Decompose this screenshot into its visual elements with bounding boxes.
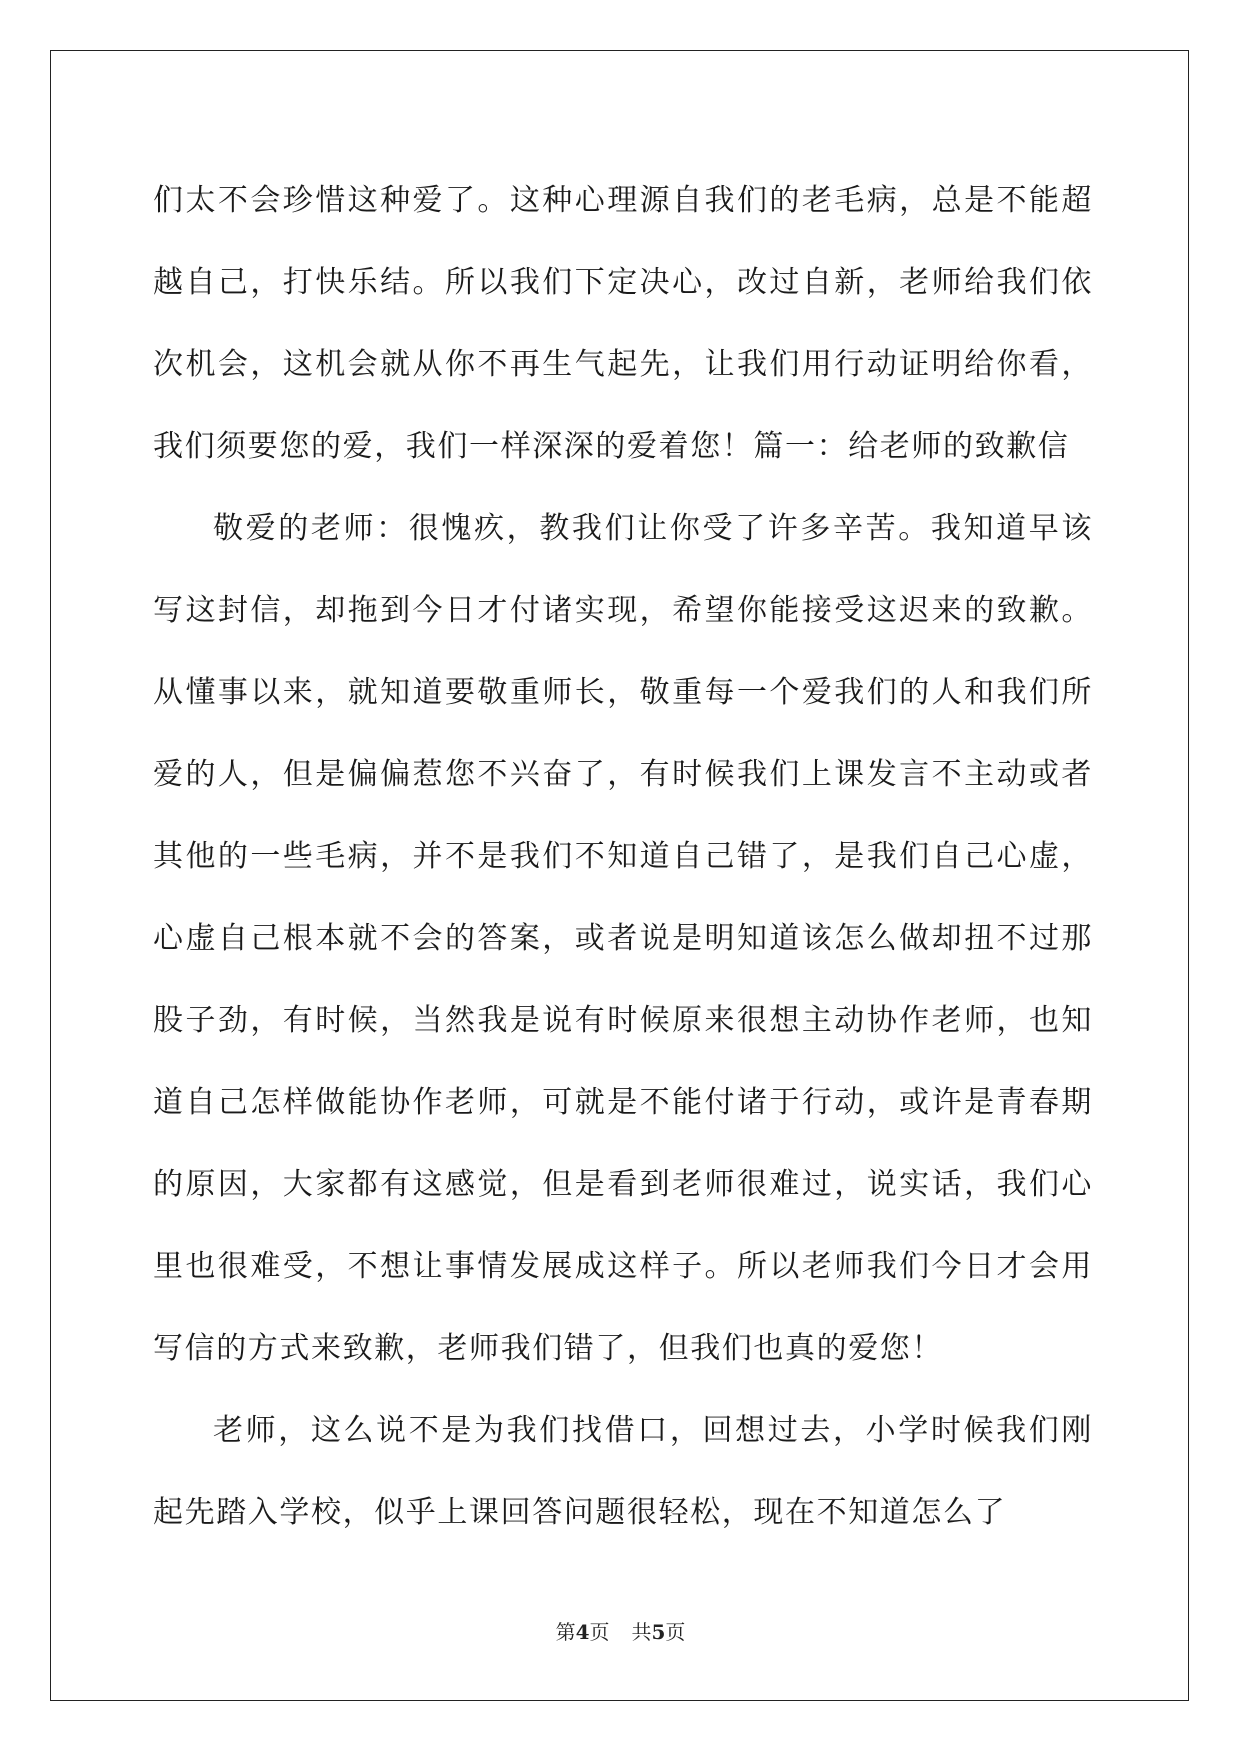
paragraph-3: 老师，这么说不是为我们找借口，回想过去，小学时候我们刚起先踏入学校，似乎上课回答问题很轻松，现在不知道怎么了	[153, 1413, 1093, 1530]
page-label-suffix: 页	[589, 1620, 610, 1644]
paragraph-1: 们太不会珍惜这种爱了。这种心理源自我们的老毛病，总是不能超越自己，打快乐结。所以我们下定决心，改过自新，老师给我们依次机会，这机会就从你不再生气起先，让我们用行动证明给你看，我们须要您的爱，我们一样深深的爱着您！篇一：给老师的致歉信	[153, 183, 1093, 464]
total-label-prefix: 共	[631, 1620, 652, 1644]
document-body	[153, 160, 1093, 1554]
total-pages-number: 5	[651, 1620, 666, 1644]
current-page-number: 4	[575, 1620, 590, 1644]
page-label-prefix: 第	[555, 1620, 576, 1644]
total-label-suffix: 页	[665, 1620, 686, 1644]
page-footer	[0, 1618, 1241, 1646]
paragraph-2: 敬爱的老师：很愧疚，教我们让你受了许多辛苦。我知道早该写这封信，却拖到今日才付诸实现，希望你能接受这迟来的致歉。 从懂事以来，就知道要敬重师长，敬重每一个爱我们的人和我们所爱的人，但是偏偏惹您不兴奋了，有时候我们上课发言不主动或者其他的一些毛病，并不是我们不知道自己错了，是我们自己心虚，心虚自己根本就不会的答案，或者说是明知道该怎么做却扭不过那股子劲，有时候，当然我是说有时候原来很想主动协作老师，也知道自己怎样做能协作老师，可就是不能付诸于行动，或许是青春期的原因，大家都有这感觉，但是看到老师很难过，说实话，我们心里也很难受，不想让事情发展成这样子。所以老师我们今日才会用写信的方式来致歉，老师我们错了，但我们也真的爱您！	[153, 511, 1093, 1366]
